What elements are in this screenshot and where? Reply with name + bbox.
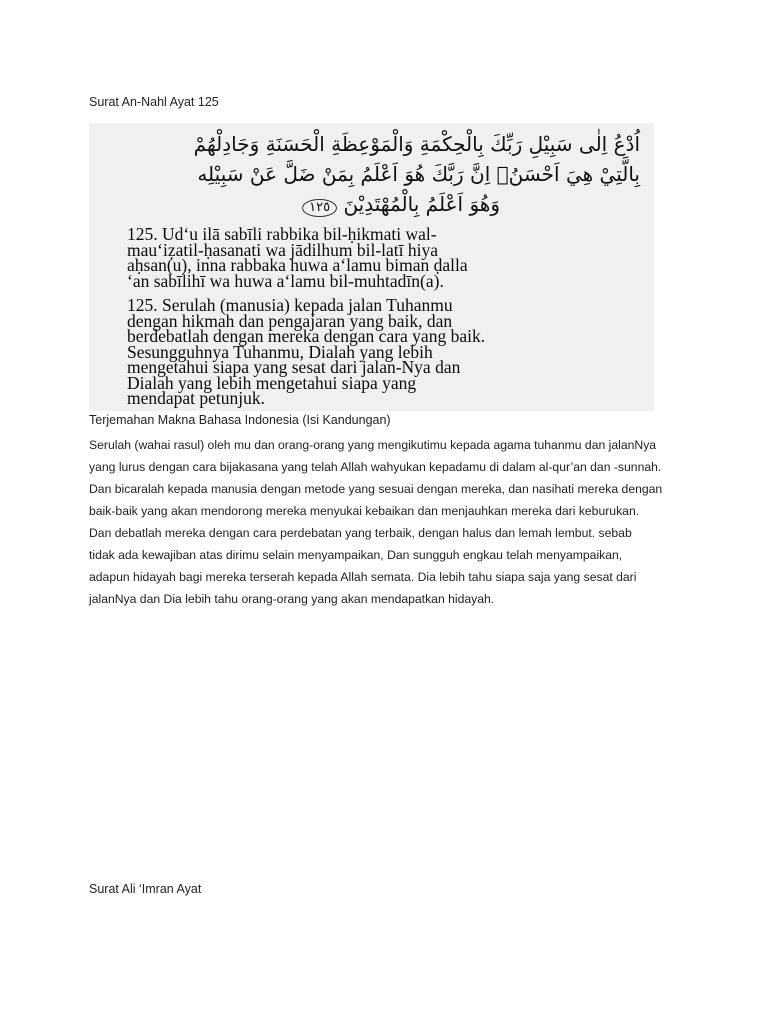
body-line: yang lurus dengan cara bijakasana yang telah Allah wahyukan kepadamu di dalam al-qur’an dan -sunnah.: [89, 460, 662, 474]
arabic-line-3: [107, 189, 640, 219]
arabic-verse: [89, 123, 654, 219]
arabic-line-2: بِالَّتِيْ هِيَ اَحْسَنُۗ اِنَّ رَبَّكَ هُوَ اَعْلَمُ بِمَنْ ضَلَّ عَنْ سَبِيْلِه: [197, 162, 640, 186]
surah-heading: Surat An-Nahl Ayat 125: [89, 95, 219, 109]
section-heading: Terjemahan Makna Bahasa Indonesia (Isi Kandungan): [89, 413, 391, 427]
body-line: tidak ada kewajiban atas dirimu selain menyampaikan, Dan sungguh engkau telah menyampaikan,: [89, 548, 623, 562]
body-line: jalanNya dan Dia lebih tahu orang-orang yang akan mendapatkan hidayah.: [89, 592, 495, 606]
arabic-line-1: اُدْعُ اِلٰى سَبِيْلِ رَبِّكَ بِالْحِكْمَةِ وَالْمَوْعِظَةِ الْحَسَنَةِ وَجَادِلْهُمْ: [193, 132, 640, 156]
body-line: Dan debatlah mereka dengan cara perdebatan yang terbaik, dengan halus dan lemah lembut. sebab: [89, 526, 632, 540]
verse-image: [89, 123, 654, 411]
next-surah-heading: Surat Ali ‘Imran Ayat: [89, 882, 202, 896]
verse-translation: 125. Serulah (manusia) kepada jalan Tuhanmu dengan hikmah dan pengajaran yang baik, dan berdebatlah dengan mereka dengan cara yang baik. Sesungguhnya Tuhanmu, Dialah yang lebih mengetahui siapa yang sesat dari jalan-Nya dan Dialah yang lebih mengetahui siapa yang mendapat petunjuk.: [127, 295, 486, 408]
body-line: baik-baik yang akan mendorong mereka menyukai kebaikan dan menjauhkan mereka dari keburukan.: [89, 504, 640, 518]
body-line: Serulah (wahai rasul) oleh mu dan orang-orang yang mengikutimu kepada agama tuhanmu dan jalanNya: [89, 438, 657, 452]
body-line: adapun hidayah bagi mereka terserah kepada Allah semata. Dia lebih tahu siapa saja yang sesat dari: [89, 570, 637, 584]
arabic-line-3-text: وَهُوَ اَعْلَمُ بِالْمُهْتَدِيْنَ: [343, 192, 500, 216]
body-line: Dan bicaralah kepada manusia dengan metode yang sesuai dengan mereka, dan nasihati mereka dengan: [89, 482, 663, 496]
transliteration: 125. Ud‘u ilā sabīli rabbika bil-ḥikmati wal- mau‘iẓatil-ḥasanati wa jādilhum bil-latī hiya aḥsan(u), inna rabbaka huwa a‘lamu biman ḍalla ‘an sabīlihī wa huwa a‘lamu bil-muhtadīn(a).: [127, 224, 468, 291]
tafsir-paragraph: [89, 434, 689, 610]
ayah-number-badge: ١٢٥: [302, 199, 337, 217]
